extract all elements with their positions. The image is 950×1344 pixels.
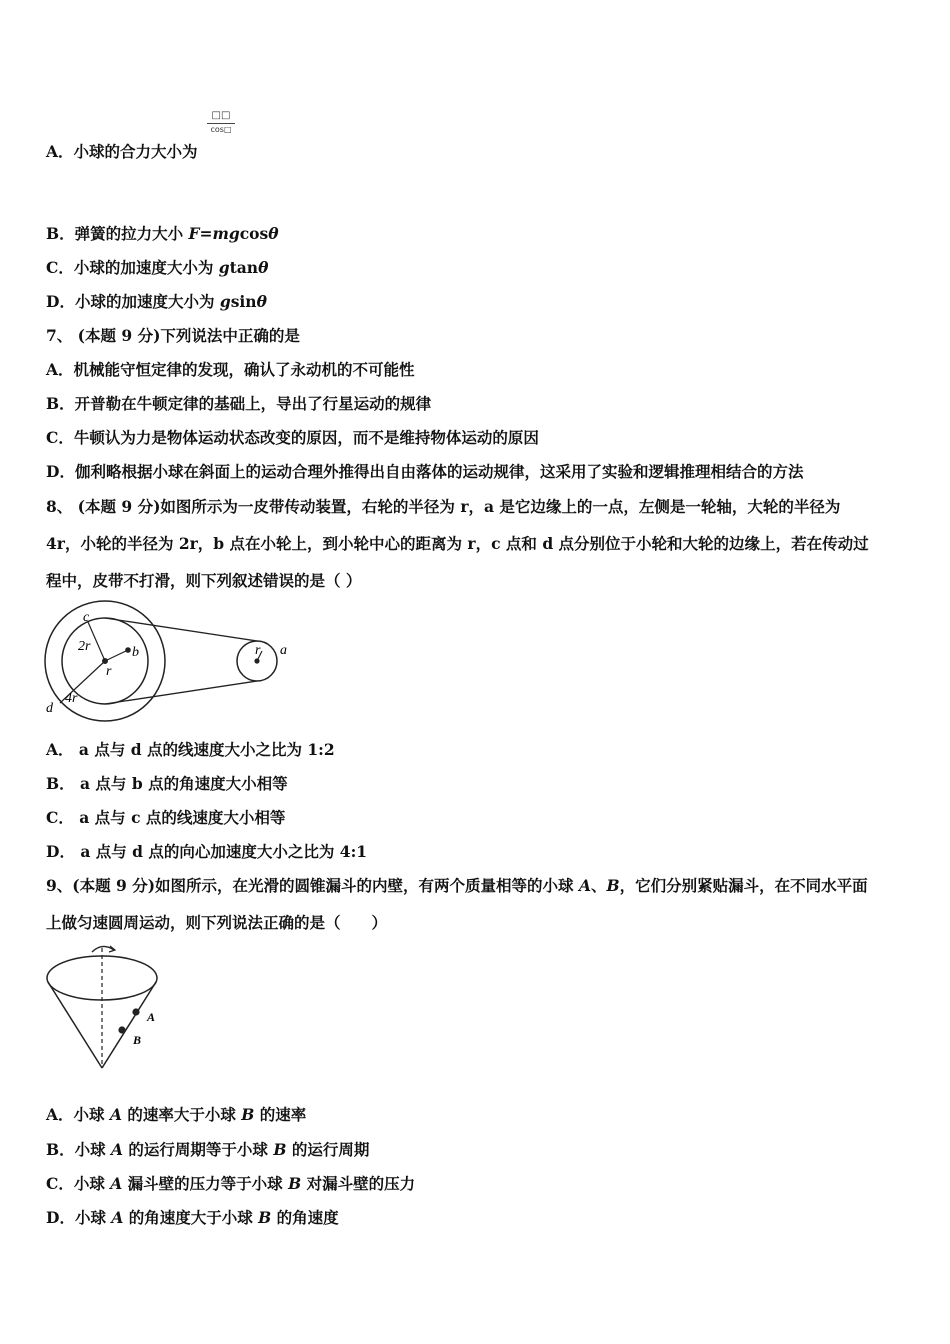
fraction-bar bbox=[207, 123, 235, 124]
q7-option-a: A．机械能守恒定律的发现，确认了永动机的不可能性 bbox=[46, 360, 415, 379]
q7-option-c: C．牛顿认为力是物体运动状态改变的原因，而不是维持物体运动的原因 bbox=[46, 428, 539, 447]
radius-line-b bbox=[105, 650, 128, 661]
q8-stem-line3: 程中，皮带不打滑，则下列叙述错误的是（ ） bbox=[46, 571, 362, 590]
q9-stem-line2: 上做匀速圆周运动，则下列说法正确的是（ ） bbox=[46, 913, 388, 932]
ball-b bbox=[118, 1026, 125, 1033]
label-4r: 4r bbox=[65, 691, 78, 706]
fraction-denominator: cos□ bbox=[210, 125, 232, 134]
q7-option-d: D．伽利略根据小球在斜面上的运动合理外推得出自由落体的运动规律，这采用了实验和逻辑推理相结合的方法 bbox=[46, 462, 804, 481]
label-d: d bbox=[46, 701, 53, 716]
q9-stem-line1: 9、(本题 9 分)如图所示，在光滑的圆锥漏斗的内壁，有两个质量相等的小球 A、B，它们分别紧贴漏斗，在不同水平面 bbox=[46, 876, 868, 895]
radius-line-c bbox=[88, 622, 105, 661]
funnel-left-side bbox=[48, 982, 102, 1068]
right-center-dot bbox=[254, 658, 259, 663]
funnel-figure bbox=[40, 940, 180, 1075]
funnel-right-side bbox=[102, 982, 156, 1068]
q8-option-c: C． a 点与 c 点的线速度大小相等 bbox=[46, 808, 286, 827]
q6-option-b: B．弹簧的拉力大小 F=mgcosθ bbox=[46, 224, 279, 243]
fraction-numerator: □□ bbox=[211, 110, 231, 121]
q9-option-b: B．小球 A 的运行周期等于小球 B 的运行周期 bbox=[46, 1140, 370, 1159]
label-b: b bbox=[132, 645, 139, 660]
q8-stem-line1: 8、 (本题 9 分)如图所示为一皮带传动装置，右轮的半径为 r，a 是它边缘上的一点，左侧是一轮轴，大轮的半径为 bbox=[46, 497, 841, 516]
belt-top bbox=[105, 618, 257, 641]
q8-option-b: B． a 点与 b 点的角速度大小相等 bbox=[46, 774, 288, 793]
point-b-dot bbox=[125, 647, 131, 653]
ball-a bbox=[132, 1008, 139, 1015]
fraction-image bbox=[207, 110, 235, 135]
q9-option-d: D．小球 A 的角速度大于小球 B 的角速度 bbox=[46, 1208, 339, 1227]
q8-option-a: A． a 点与 d 点的线速度大小之比为 1:2 bbox=[46, 740, 335, 759]
label-a: a bbox=[280, 643, 287, 658]
q9-option-c: C．小球 A 漏斗壁的压力等于小球 B 对漏斗壁的压力 bbox=[46, 1174, 416, 1193]
label-r-center: r bbox=[106, 664, 112, 679]
q7-option-b: B．开普勒在牛顿定律的基础上，导出了行星运动的规律 bbox=[46, 394, 432, 413]
label-A: A bbox=[147, 1010, 156, 1024]
belt-drive-figure bbox=[40, 598, 300, 728]
belt-bottom bbox=[105, 681, 257, 704]
label-2r: 2r bbox=[78, 639, 91, 654]
q6-option-d: D．小球的加速度大小为 gsinθ bbox=[46, 292, 267, 311]
q8-option-d: D． a 点与 d 点的向心加速度大小之比为 4:1 bbox=[46, 842, 368, 861]
label-B: B bbox=[133, 1033, 142, 1047]
q8-stem-line2: 4r，小轮的半径为 2r，b 点在小轮上，到小轮中心的距离为 r，c 点和 d 点分别位于小轮和大轮的边缘上，若在传动过 bbox=[46, 534, 869, 553]
label-c: c bbox=[83, 610, 90, 625]
q7-stem: 7、 (本题 9 分)下列说法中正确的是 bbox=[46, 326, 300, 345]
q9-option-a: A．小球 A 的速率大于小球 B 的速率 bbox=[46, 1105, 307, 1124]
label-r-small: r bbox=[255, 643, 261, 658]
q6-option-a: A．小球的合力大小为 bbox=[46, 142, 198, 161]
q6-option-c: C．小球的加速度大小为 gtanθ bbox=[46, 258, 269, 277]
